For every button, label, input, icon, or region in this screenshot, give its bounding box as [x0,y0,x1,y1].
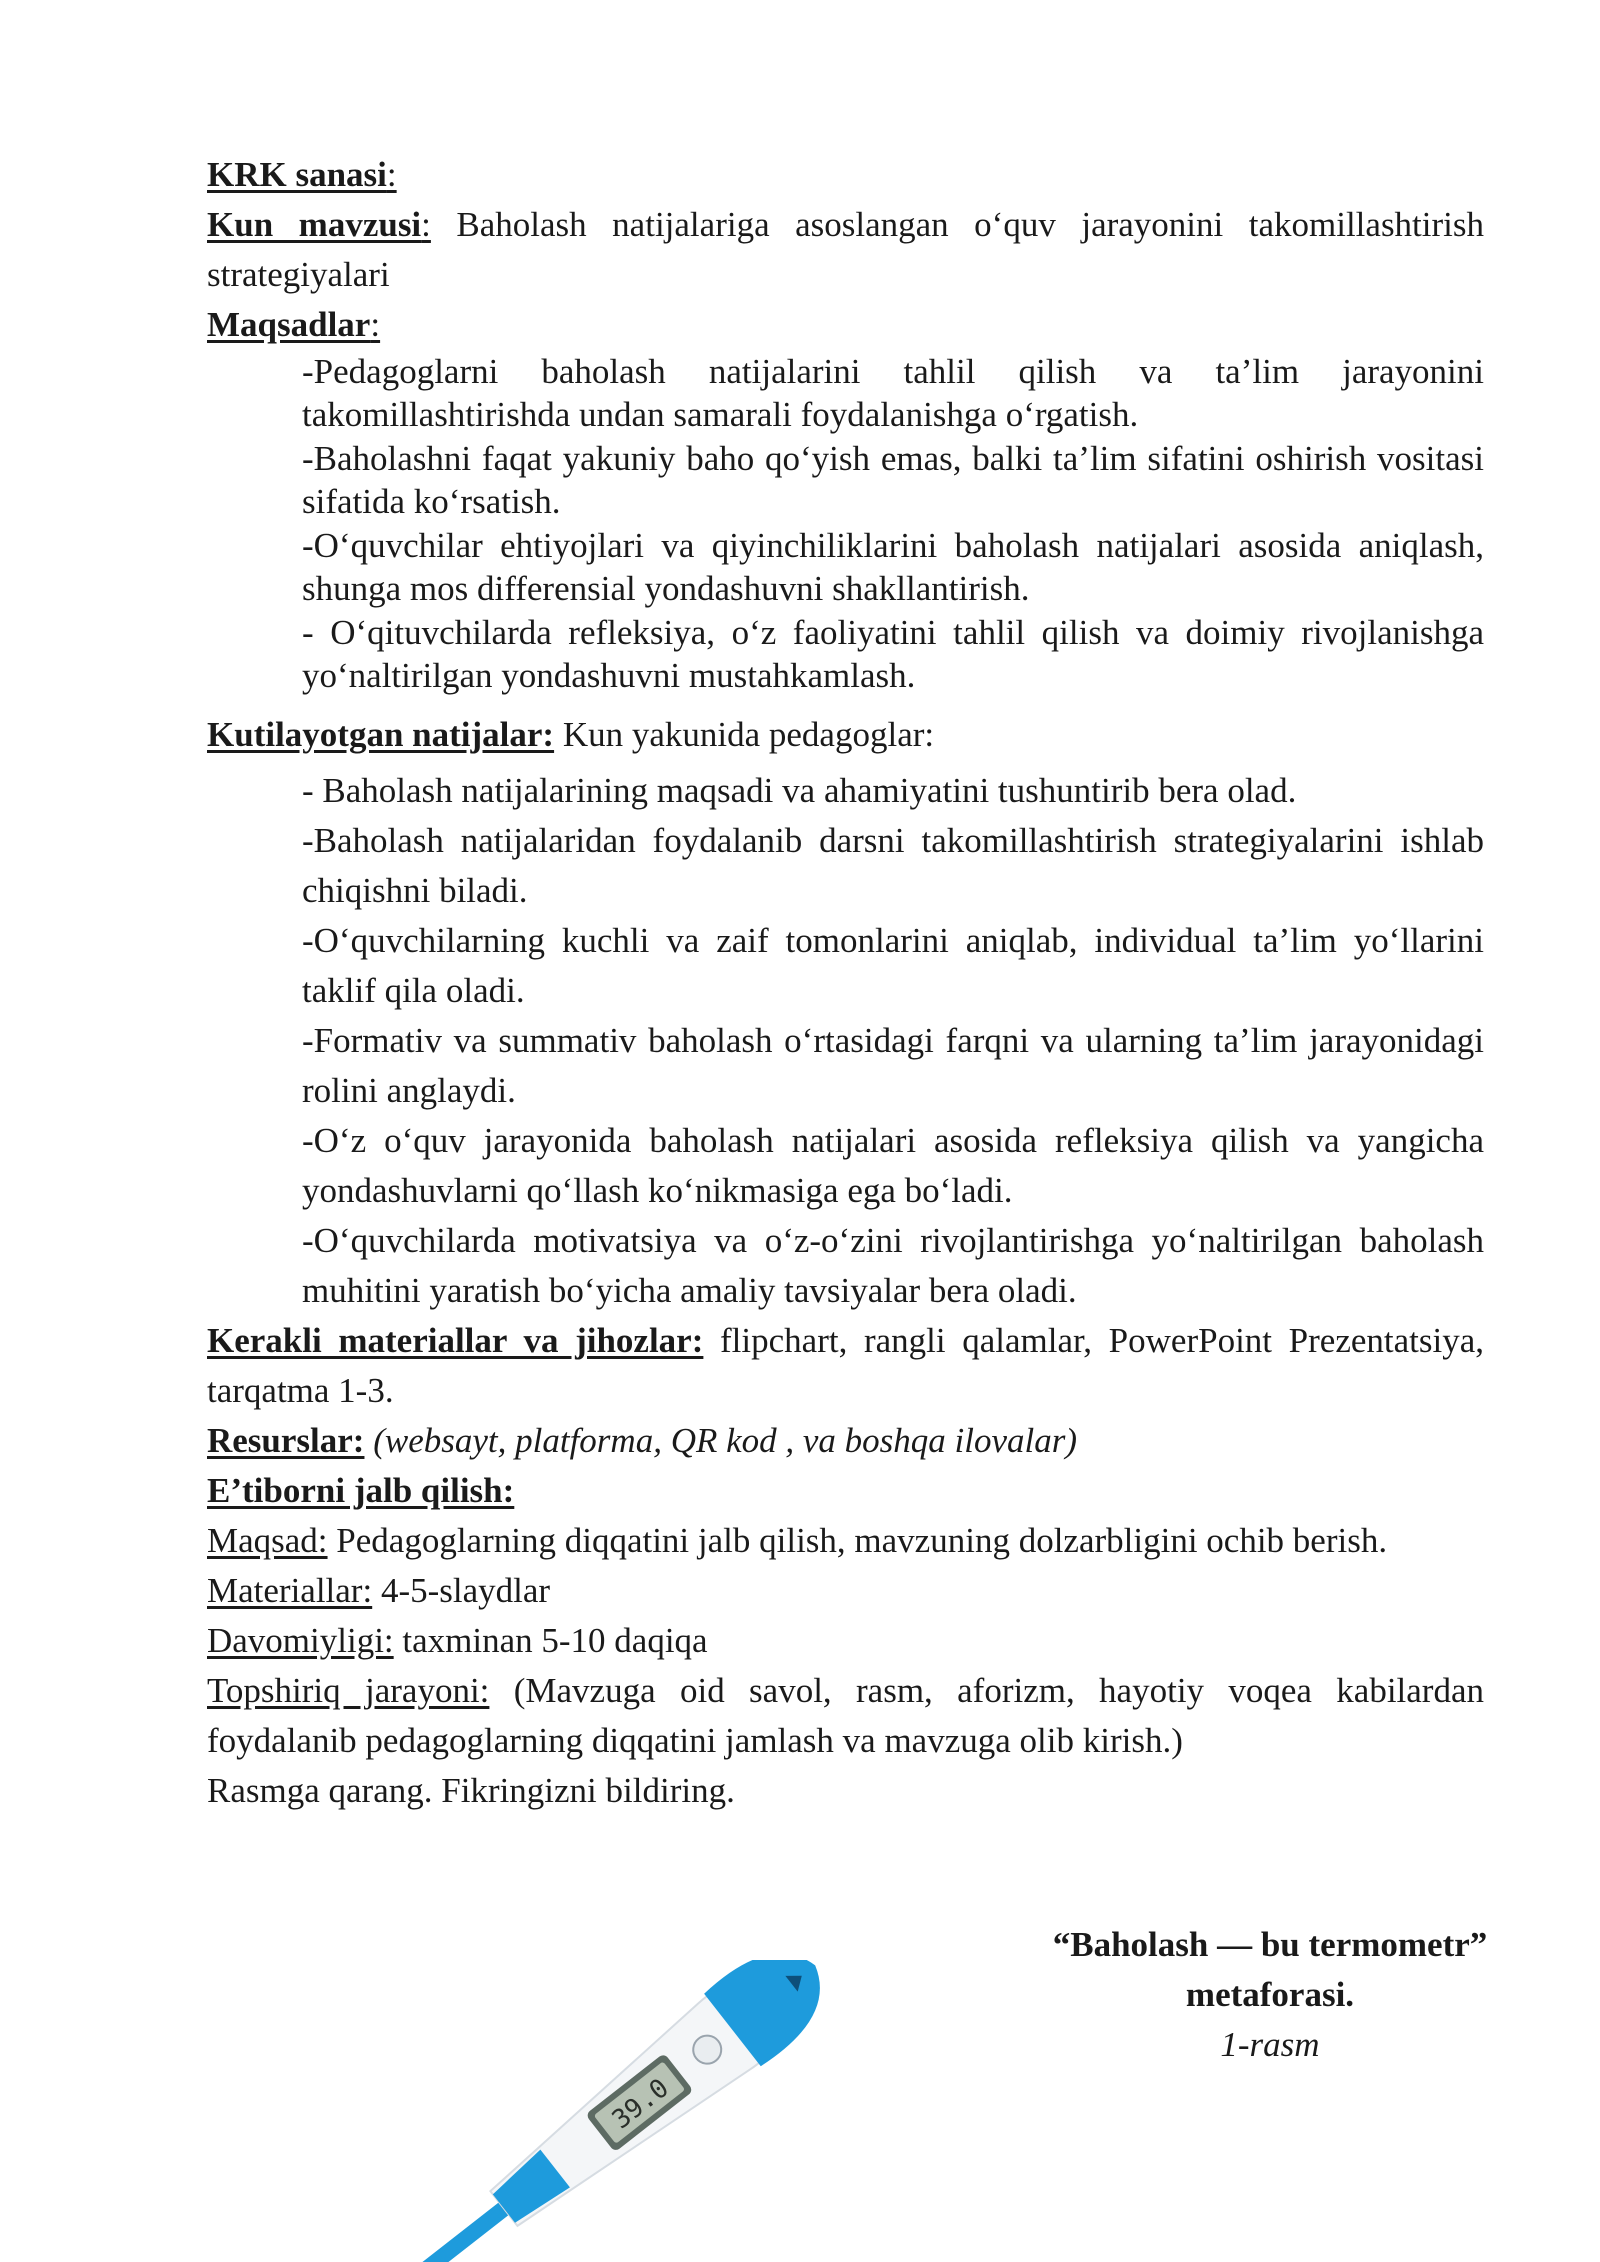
attention-goal-line [207,1516,1484,1566]
document-body [207,150,1484,1816]
resources-label: Resurslar: [207,1421,365,1460]
expected-item: -O‘quvchilarda motivatsiya va o‘z-o‘zini rivojlantirishga yo‘naltirilgan baholash muhitini yaratish bo‘yicha amaliy tavsiyalar bera oladi. [302,1221,1484,1310]
figure-caption-number: 1-rasm [1220,2025,1320,2064]
goals-heading: Maqsadlar: [207,305,381,344]
goal-item: -Baholashni faqat yakuniy baho qo‘yish emas, balki ta’lim sifatini oshirish vositasi sifatida ko‘rsatish. [302,439,1484,521]
expected-item: -Baholash natijalaridan foydalanib darsni takomillashtirish strategiyalarini ishlab chiqishni biladi. [302,821,1484,910]
attention-goal-value: Pedagoglarning diqqatini jalb qilish, mavzuning dolzarbligini ochib berish. [336,1521,1388,1560]
attention-materials-label: Materiallar: [207,1571,373,1610]
goal-item: -Pedagoglarni baholash natijalarini tahlil qilish va ta’lim jarayonini takomillashtirishda undan samarali foydalanishga o‘rgatish. [302,352,1484,434]
expected-item: -Formativ va summativ baholash o‘rtasidagi farqni va ularning ta’lim jarayonidagi rolini anglaydi. [302,1021,1484,1110]
resources-value: (websayt, platforma, QR kod , va boshqa ilovalar) [373,1421,1078,1460]
materials-line [207,1316,1484,1416]
thermometer-display-text: 39.0 [606,2073,675,2136]
attention-task-value: (Mavzuga oid savol, rasm, aforizm, hayotiy voqea kabilardan foydalanib pedagoglarning diqqatini jamlash va mavzuga olib kirish.) [207,1671,1485,1760]
attention-task-line [207,1666,1484,1766]
goal-item: -O‘quvchilar ehtiyojlari va qiyinchiliklarini baholash natijalari asosida aniqlash, shunga mos differensial yondashuvni shakllantirish. [302,526,1484,608]
attention-duration-line [207,1616,1484,1666]
expected-item: -O‘quvchilarning kuchli va zaif tomonlarini aniqlab, individual ta’lim yo‘llarini taklif qila oladi. [302,921,1484,1010]
krk-date-label: KRK sanasi [207,155,387,194]
expected-heading [207,710,1484,760]
expected-label: Kutilayotgan natijalar: [207,715,555,754]
expected-item: -O‘z o‘quv jarayonida baholash natijalari asosida refleksiya qilish va yangicha yondashuvlarni qo‘llash ko‘nikmasiga ega bo‘ladi. [302,1121,1484,1210]
topic-line: Kun mavzusi: Baholash natijalariga asoslangan o‘quv jarayonini takomillashtirish strategiyalari [207,205,1485,294]
attention-duration-value: taxminan 5-10 daqiqa [402,1621,708,1660]
figure-caption [1040,1920,1500,2070]
attention-task-label: Topshiriq jarayoni: [207,1671,490,1710]
attention-goal-label: Maqsad: [207,1521,328,1560]
expected-item: - Baholash natijalarining maqsadi va ahamiyatini tushuntirib bera olad. [302,771,1297,810]
resources-line [207,1416,1484,1466]
materials-value: flipchart, rangli qalamlar, PowerPoint Prezentatsiya, tarqatma 1-3. [207,1321,1484,1410]
expected-list [302,766,1484,1316]
thermometer-image [330,1960,930,2262]
attention-duration-label: Davomiyligi: [207,1621,394,1660]
topic-value: Baholash natijalariga asoslangan o‘quv jarayonini takomillashtirish strategiyalari [207,205,1485,294]
topic-label: Kun mavzusi [207,205,422,244]
goals-label: Maqsadlar [207,305,371,344]
materials-label: Kerakli materiallar va jihozlar: [207,1321,704,1360]
expected-intro: Kun yakunida pedagoglar: [562,715,935,754]
krk-date-line: KRK sanasi: [207,155,397,194]
closing-line: Rasmga qarang. Fikringizni bildiring. [207,1771,735,1810]
goals-list [302,350,1484,697]
attention-materials-line [207,1566,1484,1616]
attention-materials-value: 4-5-slaydlar [380,1571,551,1610]
attention-heading [207,1466,1484,1516]
goal-item: - O‘qituvchilarda refleksiya, o‘z faoliyatini tahlil qilish va doimiy rivojlanishga yo‘naltirilgan yondashuvni mustahkamlash. [302,613,1484,695]
figure-caption-title: “Baholash — bu termometr” metaforasi. [1052,1925,1488,2014]
attention-label: E’tiborni jalb qilish: [207,1471,515,1510]
